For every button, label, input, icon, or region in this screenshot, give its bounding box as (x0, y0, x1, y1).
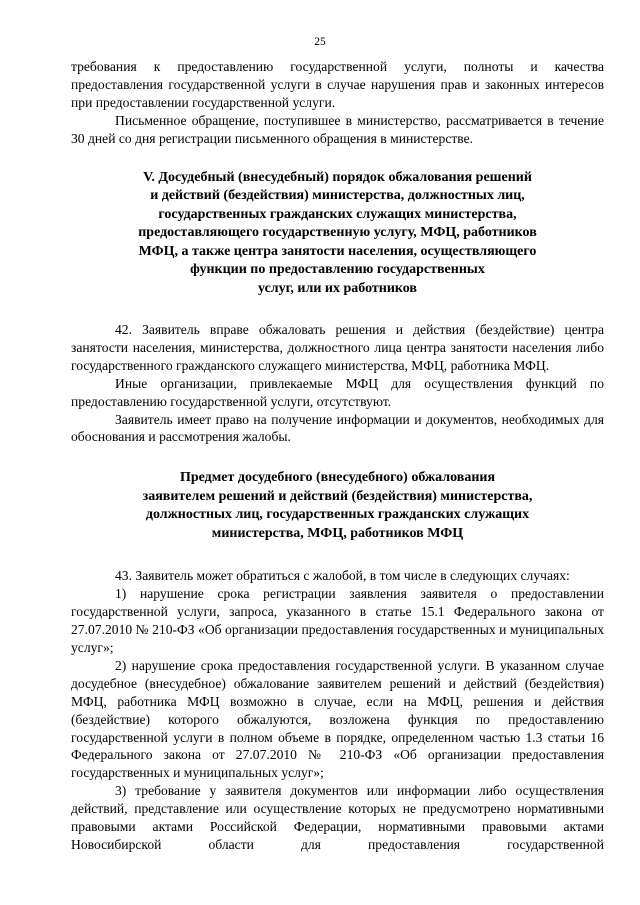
heading-line: заявителем решений и действий (бездействия) министерства, (142, 488, 533, 504)
list-item-1: 1) нарушение срока регистрации заявления заявителя о предоставлении государственной услуги, запроса, указанного в статье 15.1 Федерального закона от 27.07.2010 № 210-ФЗ «Об организации предоставления государственных и муниципальных услуг»; (71, 586, 604, 655)
heading-line: услуг, или их работников (258, 280, 417, 296)
heading-line: и действий (бездействия) министерства, должностных лиц, (150, 188, 525, 204)
section-v-heading (118, 169, 558, 299)
subject-of-appeal-heading (108, 469, 568, 543)
heading-line: должностных лиц, государственных гражданских служащих (145, 507, 530, 523)
document-body (71, 58, 604, 854)
heading-line: V. Досудебный (внесудебный) порядок обжалования решений (143, 169, 532, 185)
heading-line: предоставляющего государственную услугу, МФЦ, работников (138, 225, 537, 241)
paragraph-service-quality: требования к предоставлению государственной услуги, полноты и качества предоставления государственной услуги в случае нарушения прав и законных интересов при предоставлении государственной услуги. (71, 59, 604, 110)
paragraph-right-to-information: Заявитель имеет право на получение информации и документов, необходимых для обоснования и рассмотрения жалобы. (71, 411, 604, 445)
heading-line: государственных гражданских служащих министерства, (158, 206, 517, 222)
paragraph-42: 42. Заявитель вправе обжаловать решения и действия (бездействие) центра занятости населения, министерства, должностного лица центра занятости населения либо государственного гражданского служащего министерства, МФЦ, работника МФЦ. (71, 322, 604, 373)
page-number: 25 (314, 36, 326, 48)
heading-line: министерства, МФЦ, работников МФЦ (211, 525, 464, 541)
heading-line: функции по предоставлению государственных (190, 262, 485, 278)
paragraph-43: 43. Заявитель может обратиться с жалобой, в том числе в следующих случаях: (115, 568, 570, 584)
heading-line: Предмет досудебного (внесудебного) обжалования (179, 470, 496, 486)
paragraph-other-organizations: Иные организации, привлекаемые МФЦ для осуществления функций по предоставлению государственной услуги, отсутствуют. (71, 375, 604, 409)
paragraph-written-appeal: Письменное обращение, поступившее в министерство, рассматривается в течение 30 дней со дня регистрации письменного обращения в министерстве. (71, 112, 604, 146)
list-item-2: 2) нарушение срока предоставления государственной услуги. В указанном случае досудебное (внесудебное) обжалование заявителем решений и действий (бездействия) МФЦ, работника МФЦ возможно в случае, если на МФЦ, решения и действия (бездействие) которого обжалуются, возложена функция по предоставлению государственной услуги в полном объеме в порядке, определенном частью 1.3 статьи 16 Федерального закона от 27.07.2010 № 210-ФЗ «Об организации предоставления государственных и муниципальных услуг»; (71, 657, 604, 781)
heading-line: МФЦ, а также центра занятости населения, осуществляющего (138, 243, 537, 259)
list-item-3: 3) требование у заявителя документов или информации либо осуществления действий, представление или осуществление которых не предусмотрено нормативными правовыми актами Российской Федерации, нормативными правовыми актами Новосибирской области для предоставления государственной (71, 783, 604, 852)
